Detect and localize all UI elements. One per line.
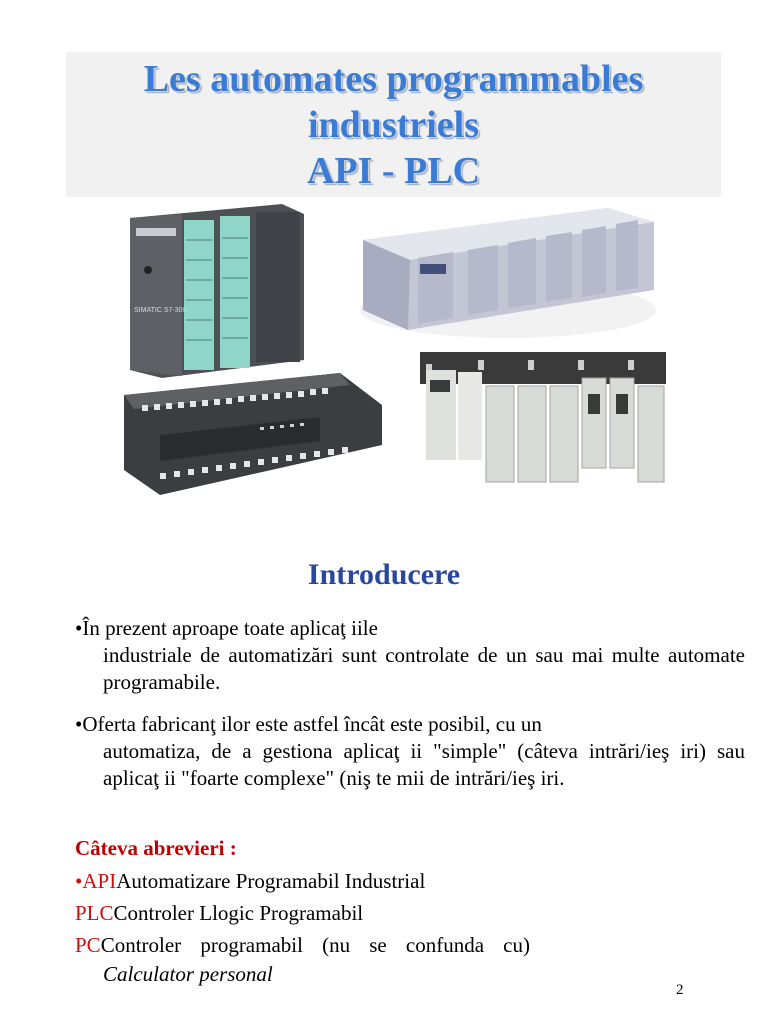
abbreviation-api [75, 868, 530, 895]
siemens-s7-300-plc-photo [122, 200, 312, 380]
schneider-modular-plc-photo [418, 350, 668, 485]
abbreviation-pc [75, 932, 530, 959]
paragraph-1-first-line: •În prezent aproape toate aplicaţ iile [75, 616, 378, 640]
modular-rack-plc-photo [358, 200, 658, 340]
abbreviation-key: •API [75, 869, 117, 893]
abbreviation-note: Calculator personal [103, 962, 273, 986]
paragraph-2-first-line: •Oferta fabricanţ ilor este astfel încât este posibil, cu un [75, 712, 542, 736]
paragraph-1-continuation: industriale de automatizări sunt controlate de un sau mai multe automate programabile. [103, 643, 745, 694]
paragraph-2-continuation: automatiza, de a gestiona aplicaţ ii "simple" (câteva intrări/ieş iri) sau aplicaţ ii "foarte complexe" (niş te mii de intrări/ieş iri. [103, 739, 745, 790]
title-line-3: API - PLC [306, 150, 481, 192]
title-line-2: industriels [307, 104, 480, 146]
section-heading: Introducere [307, 558, 461, 591]
page-title [66, 56, 721, 194]
title-line-1: Les automates programmables [143, 58, 644, 100]
compact-plc-photo [120, 365, 385, 500]
abbreviation-plc [75, 900, 530, 927]
abbreviation-text: Automatizare Programabil Industrial [116, 869, 426, 893]
siemens-photo-label: SIMATIC S7-300 [134, 307, 187, 314]
abbreviation-key: PLC [75, 901, 114, 925]
paragraph-2 [75, 711, 745, 792]
paragraph-1 [75, 615, 745, 696]
abbreviation-text: Controler Llogic Programabil [113, 901, 364, 925]
abbreviations-heading: Câteva abrevieri : [75, 836, 237, 860]
abbreviation-key: PC [75, 933, 101, 957]
abbreviation-text: Controler programabil (nu se confunda cu) [100, 933, 530, 957]
page-number: 2 [676, 982, 684, 998]
